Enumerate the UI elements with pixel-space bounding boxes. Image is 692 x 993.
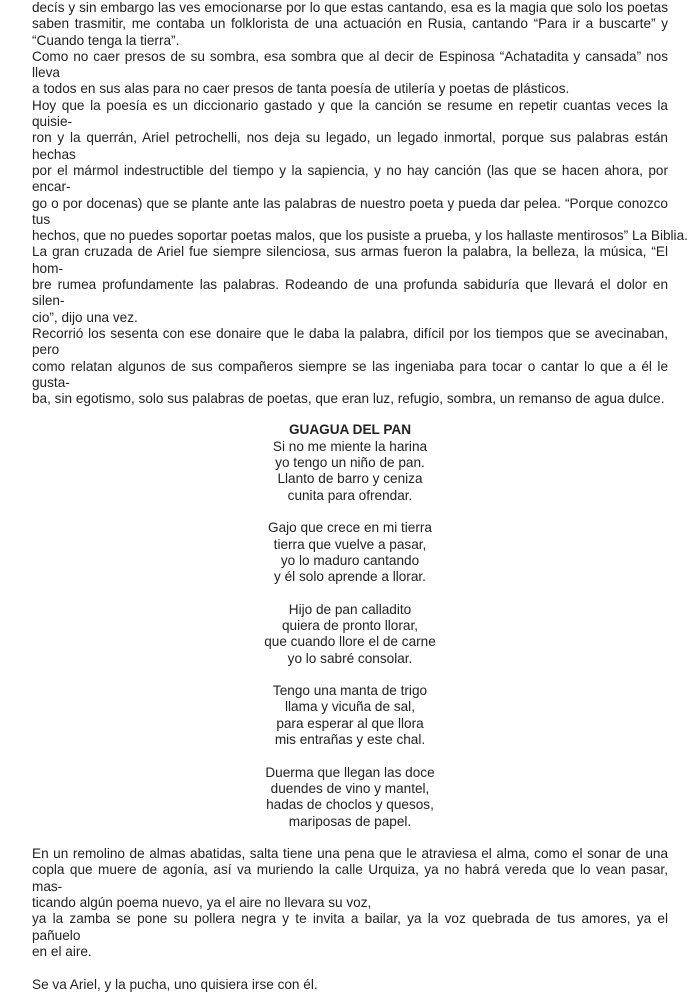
text-line: saben trasmitir, me contaba un folklorista de una actuación en Rusia, cantando “Para ir a buscarte” y — [32, 16, 668, 32]
text-line: ba, sin egotismo, solo sus palabras de poetas, que eran luz, refugio, sombra, un remanso de agua dulce. — [32, 391, 665, 407]
text-line: ya la zamba se pone su pollera negra y te invita a bailar, ya la voz quebrada de tus amores, ya el pañuelo — [32, 911, 668, 943]
verse-line: Duerma que llegan las doce — [265, 764, 435, 780]
text-line: como relatan algunos de sus compañeros siempre se las ingeniaba para tocar o cantar lo que a él le gusta- — [32, 358, 668, 390]
verse-line: mis entrañas y este chal. — [274, 732, 426, 748]
paragraph — [32, 244, 668, 325]
paragraph — [32, 49, 668, 98]
document-page — [32, 0, 688, 993]
paragraph — [32, 0, 668, 49]
verse-line: llama y vicuña de sal, — [285, 699, 415, 715]
text-line: Recorrió los sesenta con ese donaire que le daba la palabra, difícil por los tiempos que se avecinaban, pero — [32, 325, 668, 358]
verse-line: que cuando llore el de carne — [264, 634, 436, 650]
text-line: en el aire. — [32, 943, 92, 959]
poem-title: GUAGUA DEL PAN — [288, 422, 412, 438]
verse-line: Tengo una manta de trigo — [272, 683, 428, 699]
stanza — [32, 439, 668, 504]
verse-line: duendes de vino y mantel, — [270, 780, 430, 796]
paragraph — [32, 97, 688, 245]
text-line: a todos en sus alas para no caer presos de tanta poesía de utilería y poetas de plásticos. — [32, 81, 570, 97]
stanza — [32, 683, 668, 748]
paragraph — [32, 326, 668, 407]
text-line: Hoy que la poesía es un diccionario gastado y que la canción se resume en repetir cuantas veces la quisie- — [32, 97, 668, 130]
verse-line: yo tengo un niño de pan. — [275, 455, 425, 471]
verse-line: mariposas de papel. — [288, 813, 412, 829]
verse-line: y él solo aprende a llorar. — [274, 569, 426, 585]
poem-stanzas — [32, 439, 668, 830]
text-line: Como no caer presos de su sombra, esa sombra que al decir de Espinosa “Achatadita y cansada” nos lleva — [32, 48, 668, 81]
text-line: ron y la querrán, Ariel petrochelli, nos deja su legado, un legado inmortal, porque sus palabras están hechas — [32, 130, 668, 162]
text-line: decís y sin embargo las ves emocionarse por lo que estas cantando, esa es la magia que solo los poetas — [32, 0, 668, 15]
poem — [32, 422, 668, 829]
verse-line: Gajo que crece en mi tierra — [268, 520, 432, 536]
verse-line: Si no me miente la harina — [272, 438, 428, 454]
text-line: bre rumea profundamente las palabras. Rodeando de una profunda sabiduría que llevará el dolor en silen- — [32, 277, 668, 309]
verse-line: Hijo de pan calladito — [288, 601, 412, 617]
text-line: go o por docenas) que se plante ante las palabras de nuestro poeta y pueda dar pelea. “Porque conozco tus — [32, 195, 668, 227]
text-line: hechos, que no puedes soportar poetas malos, que los pusiste a prueba, y los hallaste mentirosos” La Biblia. — [32, 228, 688, 244]
text-line: copla que muere de agonía, así va muriendo la calle Urquiza, ya no habrá vereda que lo vean pasar, mas- — [32, 862, 668, 894]
closing-line — [32, 977, 668, 993]
text-line: La gran cruzada de Ariel fue siempre silenciosa, sus armas fueron la palabra, la belleza, la música, “El hom- — [32, 244, 668, 276]
prose-bottom — [32, 846, 668, 960]
text-line: por el mármol indestructible del tiempo y la sapiencia, y no hay canción (las que se hacen ahora, por encar- — [32, 162, 668, 195]
closing-text: Se va Ariel, y la pucha, uno quisiera irse con él. — [32, 976, 318, 992]
verse-line: hadas de choclos y quesos, — [266, 797, 434, 813]
verse-line: tierra que vuelve a pasar, — [273, 536, 427, 552]
verse-line: yo lo maduro cantando — [280, 552, 420, 568]
stanza — [32, 520, 668, 585]
paragraph — [32, 846, 668, 911]
text-line: En un remolino de almas abatidas, salta tiene una pena que le atraviesa el alma, como el sonar de una — [32, 846, 668, 862]
paragraph — [32, 911, 668, 960]
stanza — [32, 602, 668, 667]
spacer — [32, 960, 668, 976]
verse-line: cunita para ofrendar. — [287, 487, 413, 503]
verse-line: quiera de pronto llorar, — [281, 617, 419, 633]
verse-line: para esperar al que llora — [276, 715, 424, 731]
text-line: “Cuando tenga la tierra”. — [32, 32, 180, 48]
text-line: ticando algún poema nuevo, ya el aire no llevara su voz, — [32, 895, 372, 911]
text-line: cio”, dijo una vez. — [32, 309, 138, 325]
prose-top — [32, 0, 688, 407]
verse-line: Llanto de barro y ceniza — [277, 471, 423, 487]
stanza — [32, 765, 668, 830]
verse-line: yo lo sabré consolar. — [287, 650, 413, 666]
